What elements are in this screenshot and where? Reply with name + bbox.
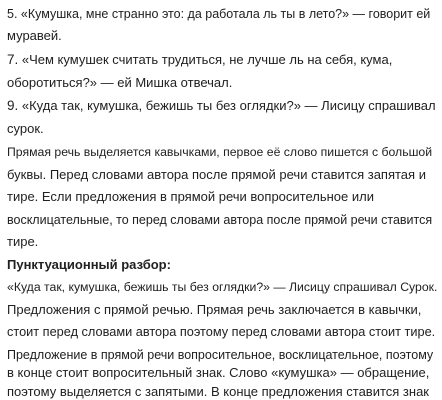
item-7-line-1 bbox=[7, 52, 392, 68]
item-7-line-2: оборотиться?» — ей Мишка отвечал. bbox=[7, 75, 233, 90]
rule-line-2: буквы. Перед словами автора после прямой речи ставится запятая и bbox=[7, 167, 426, 182]
analysis-line-6: поэтому выделяется с запятыми. В конце предложения ставится знак bbox=[7, 384, 429, 399]
rule-line-3: тире. Если предложения в прямой речи вопросительное или bbox=[7, 189, 374, 204]
rule-line-5: тире. bbox=[7, 234, 39, 249]
item-5-line-1 bbox=[7, 6, 430, 22]
analysis-line-3: стоит перед словами автора поэтому перед словами автора стоит тире. bbox=[7, 324, 436, 339]
item-5-text-1: «Кумушка, мне странно это: да работала ль ты в лето?» — говорит ей bbox=[17, 7, 431, 21]
rule-line-1: Прямая речь выделяется кавычками, первое её слово пишется с большой bbox=[7, 145, 433, 159]
analysis-line-1: «Куда так, кумушка, бежишь ты без оглядки?» — Лисицу спрашивал Сурок. bbox=[7, 280, 438, 294]
analysis-heading: Пунктуационный разбор: bbox=[7, 257, 171, 272]
analysis-line-4: Предложение в прямой речи вопросительное, восклицательное, поэтому bbox=[7, 348, 434, 362]
item-9-text-1: «Куда так, кумушка, бежишь ты без оглядки?» — Лисицу спрашивал bbox=[18, 98, 436, 113]
item-5-line-2: муравей. bbox=[7, 28, 62, 43]
item-9-number: 9. bbox=[7, 98, 19, 113]
item-7-number: 7. bbox=[7, 52, 19, 67]
item-9-line-1 bbox=[7, 98, 436, 114]
rule-line-4: восклицательные, то перед словами автора после прямой речи ставится bbox=[7, 213, 433, 227]
item-9-line-2: сурок. bbox=[7, 121, 44, 136]
analysis-line-2: Предложения с прямой речью. Прямая речь заключается в кавычки, bbox=[7, 302, 422, 317]
analysis-line-5: в конце стоит вопросительный знак. Слово «кумушка» — обращение, bbox=[7, 365, 430, 380]
item-7-text-1: «Чем кумушек считать трудиться, не лучше ль на себя, кума, bbox=[18, 52, 393, 67]
item-5-number: 5. bbox=[7, 7, 18, 21]
